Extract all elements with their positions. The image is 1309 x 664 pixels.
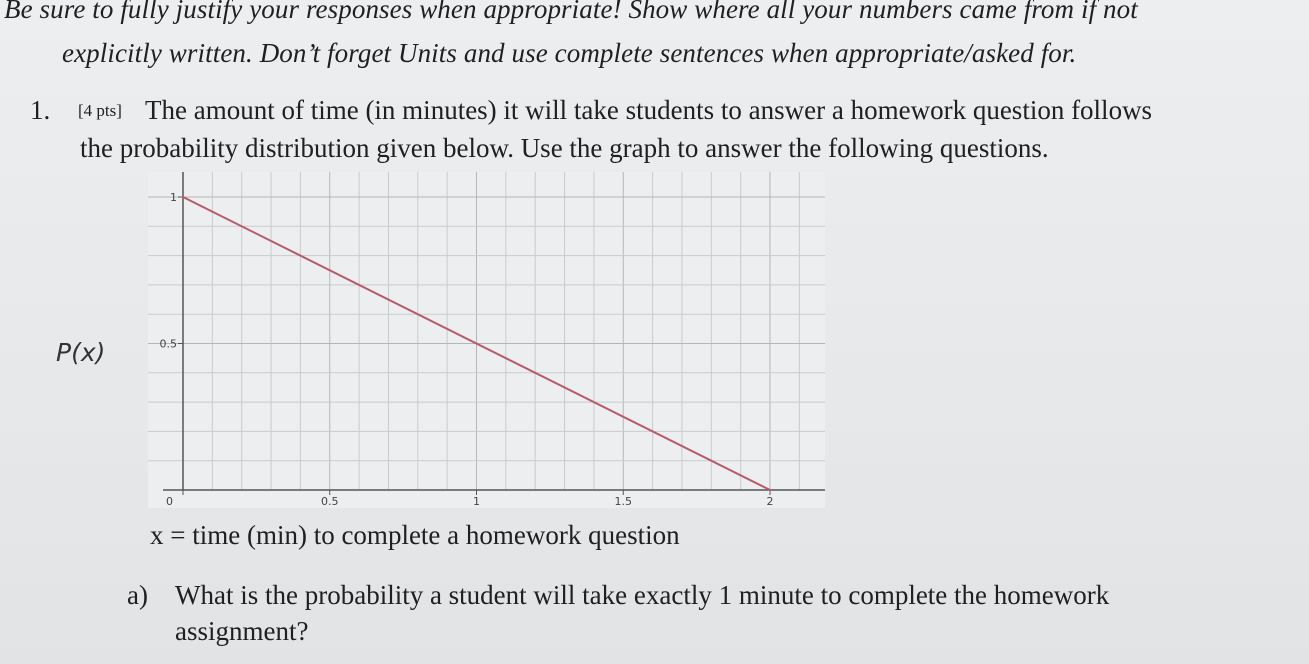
x-tick-label: 1: [473, 495, 480, 508]
instructions-line-1: Be sure to fully justify your responses when appropriate! Show where all your numbers came from if not: [4, 0, 1138, 24]
x-axis-label: x = time (min) to complete a homework question: [150, 520, 680, 550]
y-tick-label: 1: [170, 191, 177, 204]
plot-area: [148, 172, 825, 508]
x-tick-label: 0.5: [321, 495, 339, 508]
data-point: [182, 196, 184, 198]
question-points: [4 pts]: [78, 101, 122, 120]
part-a-question-line-2: assignment?: [175, 616, 309, 646]
data-point: [769, 489, 771, 491]
x-tick-label: 2: [766, 495, 774, 508]
x-tick-label: 1.5: [614, 495, 632, 508]
question-number: 1.: [30, 95, 51, 125]
question-text-line-2: the probability distribution given below. Use the graph to answer the following questions.: [80, 133, 1049, 163]
question-text-line-1: The amount of time (in minutes) it will take students to answer a homework question follows: [145, 95, 1153, 125]
y-axis-label: P(x): [56, 338, 106, 367]
x-tick-label: 0: [166, 495, 173, 508]
part-a-letter: a): [127, 580, 148, 610]
y-tick-label: 0.5: [159, 337, 177, 351]
part-a-question-line-1: What is the probability a student will take exactly 1 minute to complete the homework: [175, 580, 1110, 610]
instructions-line-2: explicitly written. Don’t forget Units and use complete sentences when appropriate/asked for.: [62, 38, 1077, 68]
